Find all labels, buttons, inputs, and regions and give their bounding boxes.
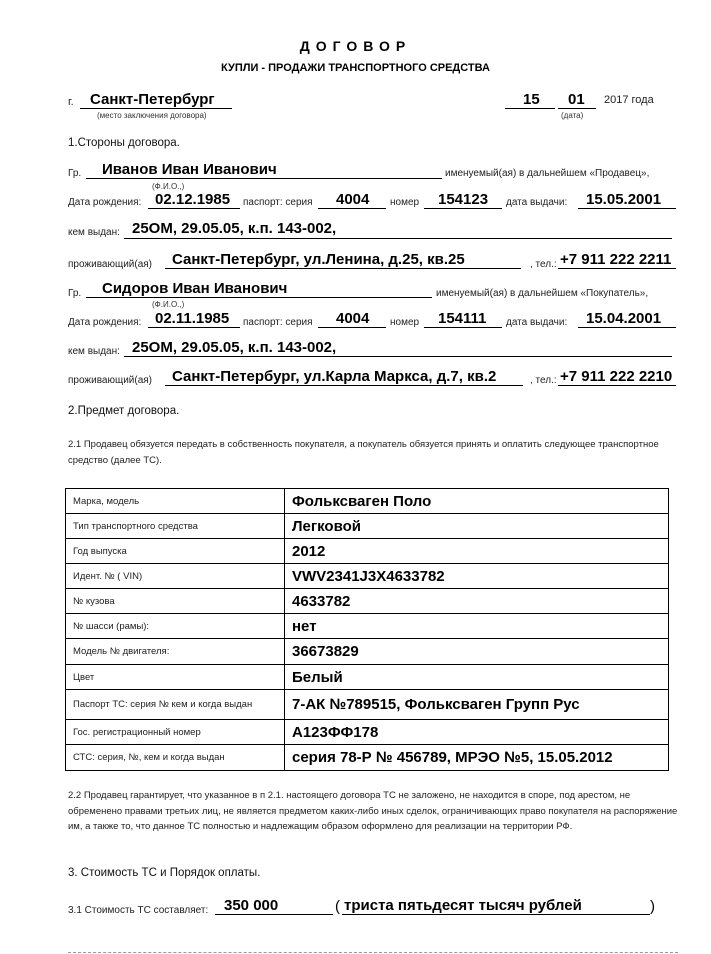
table-label: Паспорт ТС: серия № кем и когда выдан bbox=[66, 690, 285, 720]
table-value: Легковой bbox=[285, 514, 669, 539]
contract-day: 15 bbox=[523, 91, 540, 108]
table-row bbox=[66, 690, 669, 720]
section-1-title: 1.Стороны договора. bbox=[68, 137, 180, 149]
buyer-number: 154111 bbox=[438, 310, 487, 327]
table-value: нет bbox=[285, 614, 669, 639]
buyer-named-text: именуемый(ая) в дальнейшем «Покупатель», bbox=[436, 288, 649, 299]
table-row bbox=[66, 639, 669, 665]
seller-issued-by: 25ОМ, 29.05.05, к.п. 143-002, bbox=[132, 220, 337, 237]
seller-named-text: именуемый(ая) в дальнейшем «Продавец», bbox=[445, 168, 650, 179]
buyer-name: Сидоров Иван Иванович bbox=[102, 280, 288, 297]
seller-fio-caption: (Ф.И.О.,) bbox=[152, 182, 185, 191]
seller-issue-date: 15.05.2001 bbox=[586, 191, 662, 208]
buyer-birth-label: Дата рождения: bbox=[68, 317, 142, 328]
document-subtitle: КУПЛИ - ПРОДАЖИ ТРАНСПОРТНОГО СРЕДСТВА bbox=[220, 62, 490, 74]
table-value: 4633782 bbox=[285, 589, 669, 614]
buyer-phone: +7 911 222 2210 bbox=[560, 368, 673, 385]
buyer-issued-by: 25ОМ, 29.05.05, к.п. 143-002, bbox=[132, 339, 337, 356]
buyer-birth: 02.11.1985 bbox=[155, 310, 230, 327]
buyer-residing-label: проживающий(ая) bbox=[68, 375, 152, 386]
price-words: триста пятьдесят тысяч рублей bbox=[344, 897, 582, 914]
table-label: Год выпуска bbox=[66, 539, 285, 564]
seller-phone: +7 911 222 2211 bbox=[560, 251, 672, 268]
table-row bbox=[66, 745, 669, 771]
buyer-issuedby-label: кем выдан: bbox=[68, 346, 120, 357]
contract-year: 2017 года bbox=[604, 94, 654, 106]
clause-3-1-label: 3.1 Стоимость ТС составляет: bbox=[68, 905, 209, 916]
table-label: Марка, модель bbox=[66, 489, 285, 514]
table-row bbox=[66, 665, 669, 690]
buyer-series-label: паспорт: серия bbox=[243, 317, 313, 328]
seller-issuedby-label: кем выдан: bbox=[68, 227, 120, 238]
table-value: Фольксваген Поло bbox=[285, 489, 669, 514]
seller-series: 4004 bbox=[336, 191, 370, 208]
seller-number-label: номер bbox=[390, 197, 420, 208]
vehicle-table bbox=[65, 488, 669, 771]
contract-month: 01 bbox=[568, 91, 585, 108]
table-value: Белый bbox=[285, 665, 669, 690]
table-row bbox=[66, 564, 669, 589]
seller-birth-label: Дата рождения: bbox=[68, 197, 142, 208]
price-amount: 350 000 bbox=[224, 897, 279, 914]
buyer-gr-label: Гр. bbox=[68, 288, 82, 299]
seller-series-label: паспорт: серия bbox=[243, 197, 313, 208]
seller-tel-label: , тел.: bbox=[530, 259, 557, 270]
table-label: СТС: серия, №, кем и когда выдан bbox=[66, 745, 285, 771]
table-label: Модель № двигателя: bbox=[66, 639, 285, 665]
buyer-number-label: номер bbox=[390, 317, 420, 328]
table-value: 36673829 bbox=[285, 639, 669, 665]
table-label: № шасси (рамы): bbox=[66, 614, 285, 639]
document-title: ДОГОВОР bbox=[299, 38, 412, 54]
seller-address: Санкт-Петербург, ул.Ленина, д.25, кв.25 bbox=[172, 251, 465, 268]
table-row bbox=[66, 614, 669, 639]
table-label: Гос. регистрационный номер bbox=[66, 720, 285, 745]
table-label: Идент. № ( VIN) bbox=[66, 564, 285, 589]
section-3-title: 3. Стоимость ТС и Порядок оплаты. bbox=[68, 867, 261, 879]
table-value: А123ФФ178 bbox=[285, 720, 669, 745]
table-value: 7-АК №789515, Фольксваген Групп Рус bbox=[285, 690, 669, 720]
city-caption: (место заключения договора) bbox=[97, 111, 207, 120]
table-row bbox=[66, 489, 669, 514]
table-value: серия 78-Р № 456789, МРЭО №5, 15.05.2012 bbox=[285, 745, 669, 771]
table-value: VWV2341J3X4633782 bbox=[285, 564, 669, 589]
city-prefix: г. bbox=[68, 96, 74, 108]
table-label: № кузова bbox=[66, 589, 285, 614]
table-row bbox=[66, 720, 669, 745]
buyer-address: Санкт-Петербург, ул.Карла Маркса, д.7, кв.2 bbox=[172, 368, 497, 385]
buyer-issue-date: 15.04.2001 bbox=[586, 310, 662, 327]
table-row bbox=[66, 514, 669, 539]
clause-2-1: 2.1 Продавец обязуется передать в собственность покупателя, а покупатель обязуется принять и оплатить следующее транспортное средство (далее ТС). bbox=[68, 439, 659, 466]
seller-residing-label: проживающий(ая) bbox=[68, 259, 152, 270]
table-value: 2012 bbox=[285, 539, 669, 564]
contract-city: Санкт-Петербург bbox=[90, 91, 215, 108]
buyer-issue-label: дата выдачи: bbox=[506, 317, 568, 328]
table-row bbox=[66, 539, 669, 564]
buyer-tel-label: , тел.: bbox=[530, 375, 557, 386]
table-label: Цвет bbox=[66, 665, 285, 690]
table-label: Тип транспортного средства bbox=[66, 514, 285, 539]
open-paren: ( bbox=[335, 898, 340, 915]
table-row bbox=[66, 589, 669, 614]
seller-name: Иванов Иван Иванович bbox=[102, 161, 277, 178]
clause-2-2: 2.2 Продавец гарантирует, что указанное в п 2.1. настоящего договора ТС не заложено, не находится в споре, под арестом, не обременено правами третьих лиц, не является предметом каких-либо иных сделок, ограничивающих право покупателя на распоряжение им, а также то, что данное ТС полностью и надлежащим образом оформлено для реализации на территории РФ. bbox=[68, 790, 678, 832]
seller-gr-label: Гр. bbox=[68, 168, 82, 179]
seller-issue-label: дата выдачи: bbox=[506, 197, 568, 208]
seller-birth: 02.12.1985 bbox=[155, 191, 231, 208]
date-caption: (дата) bbox=[561, 111, 584, 120]
close-paren: ) bbox=[650, 898, 655, 915]
section-2-title: 2.Предмет договора. bbox=[68, 405, 180, 417]
buyer-fio-caption: (Ф.И.О.,) bbox=[152, 300, 185, 309]
buyer-series: 4004 bbox=[336, 310, 370, 327]
seller-number: 154123 bbox=[438, 191, 489, 208]
